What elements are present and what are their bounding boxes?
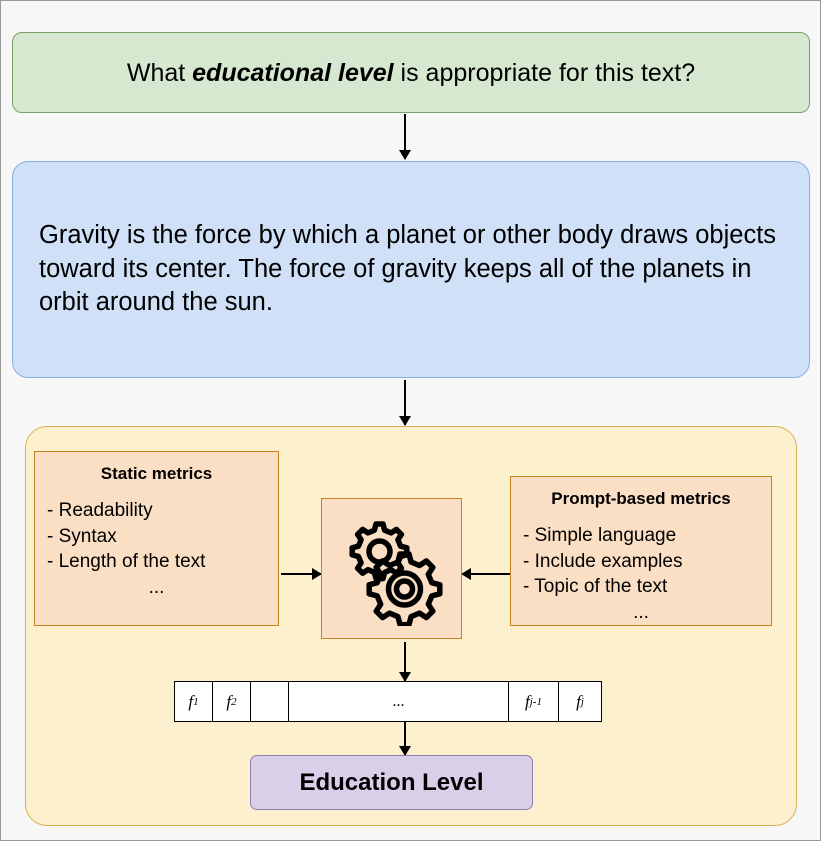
prompt-metrics-list	[523, 523, 759, 600]
vector-cell-f1: f 1	[175, 682, 213, 721]
list-item: - Include examples	[523, 550, 683, 572]
list-item: - Syntax	[47, 525, 117, 547]
gears-icon	[332, 506, 452, 631]
static-metrics-title: Static metrics	[100, 464, 213, 483]
passage-box	[12, 161, 810, 378]
arrow-vector-to-output	[404, 722, 406, 755]
prompt-metrics-card	[510, 476, 772, 626]
arrow-passage-to-metrics	[404, 380, 406, 425]
question-text	[127, 58, 695, 88]
prompt-metrics-title: Prompt-based metrics	[551, 489, 731, 508]
static-metrics-ellipsis: ...	[148, 576, 165, 598]
arrow-static-to-processor	[281, 573, 321, 575]
arrow-processor-to-vector	[404, 642, 406, 681]
static-metrics-card	[34, 451, 279, 626]
vector-cell-ellipsis: ...	[289, 682, 509, 721]
list-item: - Readability	[47, 500, 153, 521]
list-item: - Length of the text	[47, 551, 206, 573]
processor-box	[321, 498, 462, 639]
passage-text: Gravity is the force by which a planet or other body draws objects toward its center. The force of gravity keeps all of the planets in orbit around the sun.	[39, 221, 777, 317]
list-item: - Simple language	[523, 525, 677, 546]
arrow-question-to-passage	[404, 114, 406, 159]
vector-cell-fj: f j	[576, 691, 584, 711]
vector-cell-blank	[251, 682, 289, 721]
feature-vector	[174, 681, 602, 722]
vector-cell-f2: f 2	[213, 682, 251, 721]
output-box	[250, 755, 533, 810]
question-suffix: is appropriate for this text?	[393, 58, 696, 87]
question-box	[12, 32, 810, 113]
static-metrics-list	[47, 498, 266, 575]
question-prefix: What	[126, 58, 193, 87]
prompt-metrics-ellipsis: ...	[633, 601, 649, 623]
output-label: Education Level	[299, 768, 484, 796]
arrow-prompt-to-processor	[462, 573, 510, 575]
list-item: - Topic of the text	[523, 576, 668, 598]
question-emphasis: educational level	[192, 58, 394, 87]
vector-cell-fj-minus-1: f j-1	[509, 682, 559, 721]
